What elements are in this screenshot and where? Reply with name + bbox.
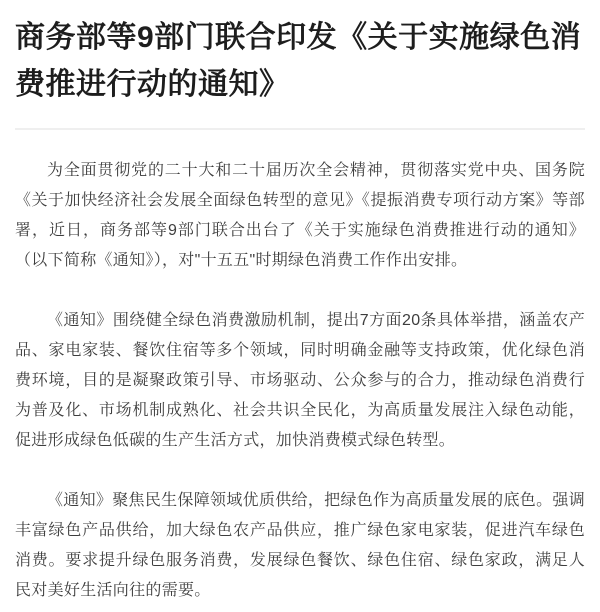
article-paragraph-2: 《通知》围绕健全绿色消费激励机制，提出7方面20条具体举措，涵盖农产品、家电家装、餐饮住宿等多个领域，同时明确金融等支持政策，优化绿色消费环境，目的是凝聚政策引导、市场驱动、公众参与的合力，推动绿色消费行为普及化、市场机制成熟化、社会共识全民化，为高质量发展注入绿色动能，促进形成绿色低碳的生产生活方式，加快消费模式绿色转型。	[15, 312, 585, 449]
title-divider	[15, 128, 585, 130]
article-body	[15, 156, 585, 606]
page-title: 商务部等9部门联合印发《关于实施绿色消费推进行动的通知》	[15, 21, 582, 101]
article-paragraph-3: 《通知》聚焦民生保障领域优质供给，把绿色作为高质量发展的底色。强调丰富绿色产品供给，加大绿色农产品供应，推广绿色家电家装，促进汽车绿色消费。要求提升绿色服务消费，发展绿色餐饮、绿色住宿、绿色家政，满足人民对美好生活向往的需要。	[15, 492, 585, 599]
article-paragraph-1: 为全面贯彻党的二十大和二十届历次全会精神，贯彻落实党中央、国务院《关于加快经济社会发展全面绿色转型的意见》《提振消费专项行动方案》等部署，近日，商务部等9部门联合出台了《关于实施绿色消费推进行动的通知》（以下简称《通知》），对"十五五"时期绿色消费工作作出安排。	[15, 162, 585, 269]
